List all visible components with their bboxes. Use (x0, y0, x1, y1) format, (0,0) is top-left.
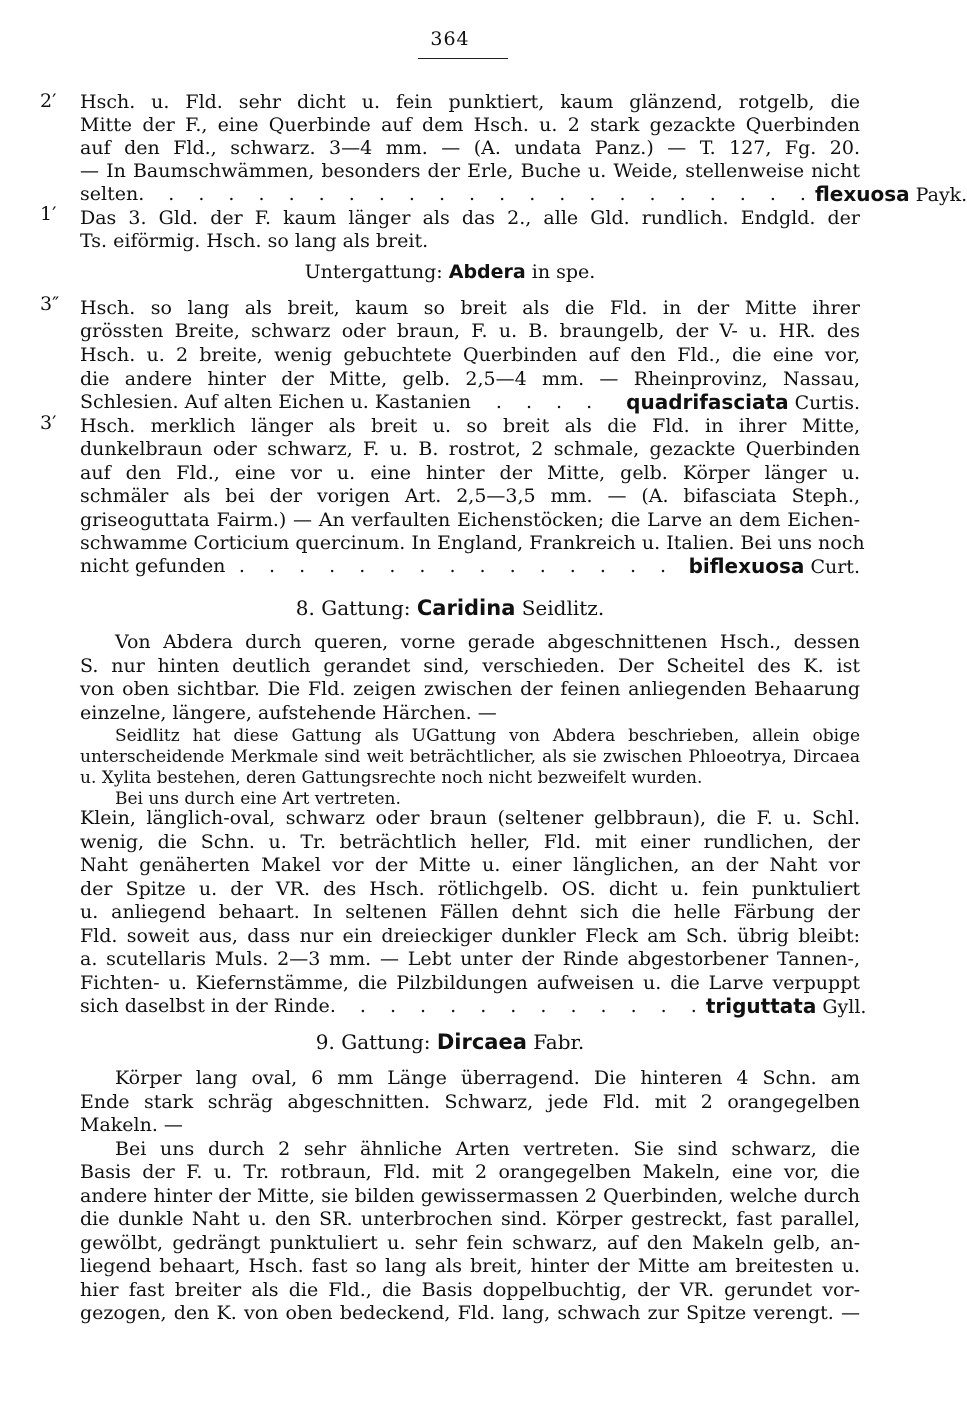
text-line: Fld. soweit aus, dass nur ein dreieckiger dunkler Fleck am Sch. übrig bleibt: (80, 925, 860, 947)
text-line (80, 994, 867, 1019)
text-line: auf den Fld., schwarz. 3—4 mm. — (A. undata Panz.) — T. 127, Fg. 20. (80, 137, 860, 159)
couplet-marker-1: 1′ (40, 203, 57, 225)
species-name (815, 182, 967, 207)
leader-dots: . . . . (495, 391, 602, 413)
text-line: der Spitze u. der VR. des Hsch. rötlichgelb. OS. dicht u. fein punktuliert (80, 878, 860, 900)
text-line: Ts. eiförmig. Hsch. so lang als breit. (80, 230, 429, 252)
line-text: Schlesien. Auf alten Eichen u. Kastanien (80, 391, 471, 413)
text-line: Von Abdera durch queren, vorne gerade abgeschnittenen Hsch., dessen (115, 631, 860, 653)
species-author: Curt. (804, 556, 860, 578)
text-line: Hsch. merklich länger als breit u. so breit als die Fld. in ihrer Mitte, (80, 415, 860, 437)
text-line: Fichten- u. Kiefernstämme, die Pilzbildungen aufweisen u. die Larve verpuppt (80, 972, 860, 994)
text-line: Hsch. u. 2 breite, wenig gebuchtete Querbinden auf den Fld., die eine vor, (80, 344, 860, 366)
header-rule (418, 58, 508, 59)
text-line: gezogen, den K. von oben bedeckend, Fld. lang, schwach zur Spitze verengt. — (80, 1302, 860, 1324)
text-line: wenig, die Schn. u. Tr. beträchtlich heller, Fld. mit einer rundlichen, der (80, 831, 860, 853)
text-line: Klein, länglich-oval, schwarz oder braun (seltener gelbbraun), die F. u. Schl. (80, 807, 860, 829)
text-line: Ende stark schräg abgeschnitten. Schwarz, jede Fld. mit 2 orangegelben (80, 1091, 860, 1113)
species-epithet: flexuosa (814, 182, 910, 206)
text-line: u. anliegend behaart. In seltenen Fällen dehnt sich die helle Färbung der (80, 901, 860, 923)
subgenus-heading: Untergattung: Abdera in spe. (304, 261, 596, 283)
text-line: die andere hinter der Mitte, gelb. 2,5—4 mm. — Rheinprovinz, Nassau, (80, 368, 860, 390)
text-line: Hsch. u. Fld. sehr dicht u. fein punktiert, kaum glänzend, rotgelb, die (80, 91, 860, 113)
species-author: Payk. (909, 184, 967, 206)
text-line: Basis der F. u. Tr. rotbraun, Fld. mit 2 orangegelben Makeln, eine vor, die (80, 1161, 860, 1183)
text-line (80, 182, 967, 207)
species-name (706, 994, 867, 1019)
species-name (626, 390, 860, 415)
text-line: andere hinter der Mitte, sie bilden gewissermassen 2 Querbinden, welche durch (80, 1185, 860, 1207)
leader-dots: . . . . . . . . . . . . . (329, 995, 706, 1017)
line-text: sich daselbst in der Rinde (80, 995, 330, 1017)
text-line: griseoguttata Fairm.) — An verfaulten Eichenstöcken; die Larve an dem Eichen- (80, 509, 860, 531)
text-line: unterscheidende Merkmale sind weit beträchtlicher, als sie zwischen Phloeotrya, Dircaea (80, 747, 860, 767)
text-line (80, 554, 860, 579)
species-epithet: triguttata (705, 994, 817, 1018)
text-line: auf den Fld., eine vor u. eine hinter der Mitte, gelb. Körper länger u. (80, 462, 860, 484)
text-line: einzelne, längere, aufstehende Härchen. — (80, 702, 497, 724)
genus-heading-dircaea: 9. Gattung: Dircaea Fabr. (315, 1030, 585, 1054)
page-number: 364 (430, 28, 470, 50)
text-line: Hsch. so lang als breit, kaum so breit als die Fld. in der Mitte ihrer (80, 297, 860, 319)
text-line: schmäler als bei der vorigen Art. 2,5—3,5 mm. — (A. bifasciata Steph., (80, 485, 860, 507)
species-epithet: biflexuosa (688, 554, 805, 578)
genus-heading-caridina: 8. Gattung: Caridina Seidlitz. (295, 596, 605, 620)
couplet-marker-3a: 3″ (40, 293, 60, 315)
text-line: dunkelbraun oder schwarz, F. u. B. rostrot, 2 schmale, gezackte Querbinden (80, 438, 860, 460)
leader-dots: . . . . . . . . . . . . . . . . . . . . . . . (138, 183, 815, 205)
text-line: Das 3. Gld. der F. kaum länger als das 2., alle Gld. rundlich. Endgld. der (80, 207, 860, 229)
couplet-marker-3b: 3′ (40, 412, 57, 434)
text-line: Mitte der F., eine Querbinde auf dem Hsch. u. 2 stark gezackte Querbinden (80, 114, 860, 136)
text-line: u. Xylita bestehen, deren Gattungsrechte noch nicht bezweifelt wurden. (80, 768, 703, 788)
text-line: schwamme Corticium quercinum. In England, Frankreich u. Italien. Bei uns noch (80, 532, 865, 554)
text-line: Körper lang oval, 6 mm Länge überragend. Die hinteren 4 Schn. am (115, 1067, 860, 1089)
species-name (689, 554, 860, 579)
species-author: Curtis. (788, 392, 860, 414)
text-line (80, 390, 860, 415)
text-line: S. nur hinten deutlich gerandet sind, verschieden. Der Scheitel des K. ist (80, 655, 860, 677)
text-line: Makeln. — (80, 1114, 183, 1136)
species-epithet: quadrifasciata (626, 390, 789, 414)
text-line: Seidlitz hat diese Gattung als UGattung von Abdera beschrieben, allein obige (115, 726, 860, 746)
text-line: Bei uns durch 2 sehr ähnliche Arten vertreten. Sie sind schwarz, die (115, 1138, 860, 1160)
text-line: a. scutellaris Muls. 2—3 mm. — Lebt unter der Rinde abgestorbener Tannen-, (80, 948, 860, 970)
text-line: die dunkle Naht u. den SR. unterbrochen sind. Körper gestreckt, fast parallel, (80, 1208, 860, 1230)
text-line: Bei uns durch eine Art vertreten. (115, 789, 401, 809)
couplet-marker-2: 2′ (40, 90, 57, 112)
leader-dots: . . . . . . . . . . . . . . . (238, 555, 676, 577)
line-text: nicht gefunden (80, 555, 226, 577)
text-line: von oben sichtbar. Die Fld. zeigen zwischen der feinen anliegenden Behaarung (80, 678, 860, 700)
text-line: hier fast breiter als die Fld., die Basis doppelbuchtig, der VR. gerundet vor- (80, 1279, 860, 1301)
text-line: Naht genäherten Makel vor der Mitte u. einer länglichen, an der Naht vor (80, 854, 860, 876)
species-author: Gyll. (816, 996, 867, 1018)
text-line: liegend behaart, Hsch. fast so lang als breit, hinter der Mitte am breitesten u. (80, 1255, 860, 1277)
text-line: gewölbt, gedrängt punktuliert u. sehr fein schwarz, auf den Makeln gelb, an- (80, 1232, 860, 1254)
text-line: grössten Breite, schwarz oder braun, F. u. B. braungelb, der V- u. HR. des (80, 320, 860, 342)
line-text: selten (80, 183, 139, 205)
text-line: — In Baumschwämmen, besonders der Erle, Buche u. Weide, stellenweise nicht (80, 160, 860, 182)
